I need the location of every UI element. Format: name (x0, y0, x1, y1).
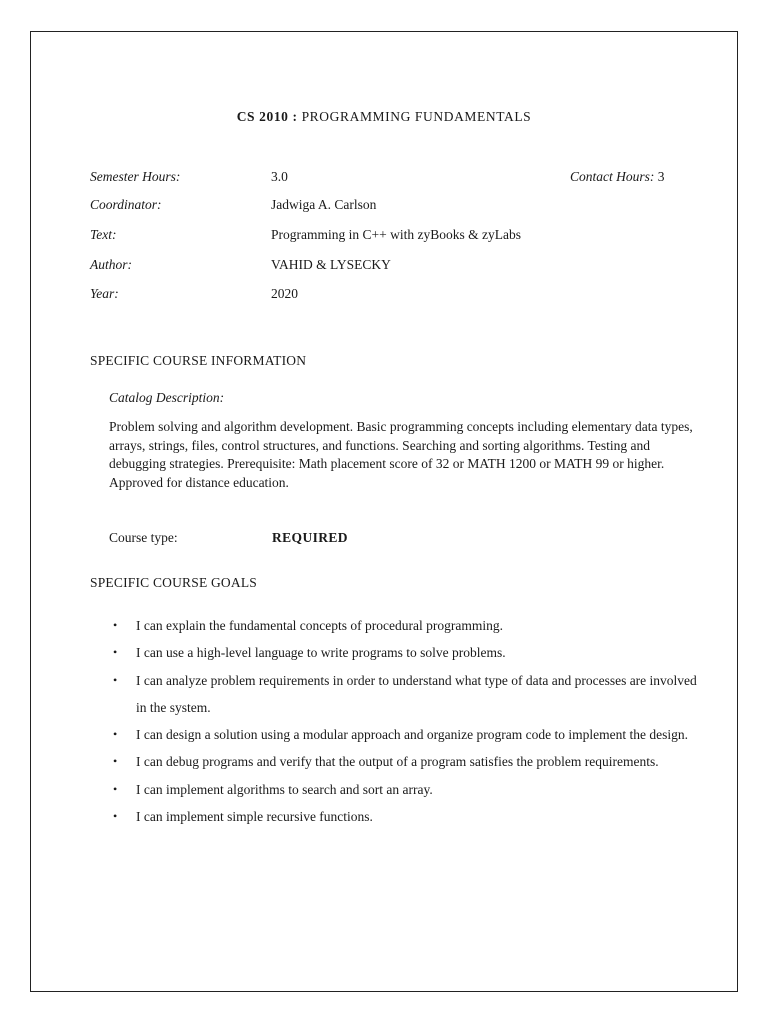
list-item (109, 721, 699, 748)
list-item (109, 612, 699, 639)
course-type-label: Course type: (109, 530, 178, 545)
course-info-heading: SPECIFIC COURSE INFORMATION (90, 353, 307, 368)
page-title (0, 109, 768, 125)
list-item (109, 667, 699, 722)
meta-row-coordinator (90, 197, 710, 217)
coordinator-label: Coordinator: (90, 197, 162, 212)
course-type-value: REQUIRED (272, 530, 348, 545)
goal-text: I can implement simple recursive functions. (136, 809, 373, 825)
course-goals-list (109, 612, 699, 830)
goal-text: I can analyze problem requirements in order to understand what type of data and processes are involved in the system. (136, 672, 697, 715)
meta-row-text (90, 227, 710, 247)
meta-row-semester-hours (90, 169, 710, 189)
bullet-icon: • (113, 618, 118, 632)
author-label: Author: (90, 257, 132, 272)
semester-hours-label: Semester Hours: (90, 169, 181, 184)
goal-text: I can design a solution using a modular approach and organize program code to implement the design. (136, 727, 688, 743)
goal-text: I can debug programs and verify that the output of a program satisfies the problem requirements. (136, 754, 659, 770)
list-item (109, 748, 699, 775)
bullet-icon: • (113, 727, 118, 742)
goal-text: I can use a high-level language to write programs to solve problems. (136, 645, 506, 661)
goal-text: I can implement algorithms to search and sort an array. (136, 781, 433, 797)
course-goals-heading: SPECIFIC COURSE GOALS (90, 575, 257, 590)
meta-row-author (90, 257, 710, 277)
contact-hours-label: Contact Hours: (570, 169, 655, 184)
text-label: Text: (90, 227, 117, 242)
list-item (109, 639, 699, 666)
year-label: Year: (90, 286, 119, 301)
catalog-description-text: Problem solving and algorithm development. Basic programming concepts including elementary data types, arrays, strings, files, control structures, and functions. Searching and sorting algorithms. Testing and debugging strategies. Prerequisite: Math placement score of 32 or MATH 1200 or MATH 99 or higher. Approved for distance education. (109, 419, 693, 490)
contact-hours-value: 3 (657, 169, 665, 184)
bullet-icon: • (113, 809, 118, 824)
contact-hours (570, 169, 665, 185)
bullet-icon: • (113, 645, 118, 660)
semester-hours-value: 3.0 (271, 169, 288, 184)
list-item (109, 776, 699, 803)
bullet-icon: • (113, 781, 118, 796)
author-value: VAHID & LYSECKY (271, 257, 391, 272)
coordinator-value: Jadwiga A. Carlson (271, 197, 377, 212)
year-value: 2020 (271, 286, 298, 301)
text-value: Programming in C++ with zyBooks & zyLabs (271, 227, 521, 242)
bullet-icon: • (113, 754, 118, 769)
list-item (109, 803, 699, 830)
bullet-icon: • (113, 672, 118, 687)
meta-row-year (90, 286, 710, 306)
catalog-description-label: Catalog Description: (109, 390, 225, 405)
course-name: PROGRAMMING FUNDAMENTALS (301, 109, 532, 124)
course-code: CS 2010 : (236, 109, 298, 124)
goal-text: I can explain the fundamental concepts of procedural programming. (136, 618, 503, 633)
